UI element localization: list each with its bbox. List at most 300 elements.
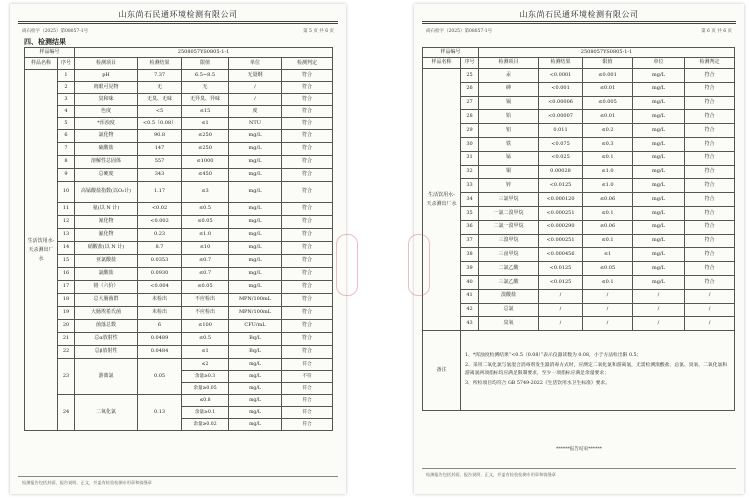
row-number: 41	[461, 289, 479, 303]
page-number: 第 6 页 共 6 页	[701, 29, 732, 34]
judgement: 符合	[685, 151, 735, 165]
footer-rule	[422, 468, 736, 469]
judgement: 符合	[282, 333, 333, 346]
judgement: 符合	[282, 94, 333, 106]
header-rule	[18, 21, 338, 22]
column-header: 限值	[182, 58, 229, 70]
test-item: 二氧化氯	[75, 395, 138, 431]
table-row	[25, 346, 333, 359]
table-row	[423, 262, 735, 276]
judgement: /	[685, 303, 735, 317]
row-number: 42	[461, 303, 479, 317]
test-result: 0.0353	[138, 255, 182, 268]
column-header: 检测结果	[539, 58, 583, 69]
judgement: 符合	[282, 156, 333, 169]
sample-no-value: 2508057YS0805-1-1	[479, 48, 735, 58]
remark-line: 1、*浑浊度检测结果“<0.5（0.08）”表示仪器读数为 0.08，小于方法检出限 0.5；	[465, 352, 642, 358]
test-item: 三卤甲烷	[479, 248, 539, 262]
limit-value: ≤100	[182, 320, 229, 333]
test-item: 大肠埃希氏菌	[75, 307, 138, 320]
row-number: 14	[58, 242, 75, 255]
company-header: 山东尚石民通环境检测有限公司	[118, 10, 238, 19]
limit-value: 余量≥0.05	[182, 383, 229, 395]
limit-value: ≤0.7	[182, 255, 229, 268]
judgement: 符合	[685, 262, 735, 276]
unit: /	[229, 94, 282, 106]
unit: mg/L	[633, 124, 685, 138]
test-result: /	[539, 289, 583, 303]
row-number: 21	[58, 333, 75, 346]
unit: mg/L	[229, 371, 282, 383]
test-item: 总β放射性	[75, 346, 138, 359]
test-item: 铝	[479, 124, 539, 138]
report-page-5	[10, 4, 346, 494]
column-header: 检测项目	[75, 58, 138, 70]
unit: mg/L	[229, 359, 282, 371]
judgement: 符合	[685, 82, 735, 96]
limit-value: /	[583, 303, 633, 317]
judgement: 符合	[685, 220, 735, 234]
judgement: 符合	[282, 395, 333, 407]
row-number: 22	[58, 346, 75, 359]
sample-name: 生活饮用水-天杀测出厂水	[423, 69, 461, 331]
test-result: <0.025	[539, 151, 583, 165]
test-item: 高锰酸盐指数(以O₂计)	[75, 182, 138, 203]
judgement: 符合	[685, 165, 735, 179]
test-item: 铁	[479, 137, 539, 151]
unit: mg/L	[229, 407, 282, 419]
row-number: 43	[461, 317, 479, 331]
unit: mg/L	[633, 165, 685, 179]
limit-value: ≤0.05	[182, 216, 229, 229]
test-item: 游离氯	[75, 359, 138, 395]
unit: mg/L	[633, 151, 685, 165]
test-item: 硝酸盐(以 N 计)	[75, 242, 138, 255]
sample-no-value: 2508057YS0805-1-1	[75, 48, 333, 58]
test-result: /	[539, 303, 583, 317]
test-item: 铬（六价）	[75, 281, 138, 294]
test-result: 0.13	[138, 395, 182, 431]
judgement: 符合	[282, 294, 333, 307]
sample-name: 生活饮用水-天杀测出厂水	[25, 70, 58, 431]
test-item: 亚氯酸盐	[75, 255, 138, 268]
unit: mg/L	[229, 229, 282, 242]
test-result: <0.0125	[539, 179, 583, 193]
table-row	[423, 193, 735, 207]
judgement: 符合	[685, 124, 735, 138]
test-item: 菌落总数	[75, 320, 138, 333]
page-number: 第 5 页 共 6 页	[303, 29, 334, 34]
test-result: 无臭、无味	[138, 94, 182, 106]
row-number: 40	[461, 275, 479, 289]
limit-value: ≤0.5	[182, 333, 229, 346]
test-result: 0.05	[138, 359, 182, 395]
test-item: 臭和味	[75, 94, 138, 106]
limit-value: ≤10	[182, 242, 229, 255]
test-result: 0.0930	[138, 268, 182, 281]
limit-value: ≤0.06	[583, 220, 633, 234]
table-row	[423, 96, 735, 110]
unit: mg/L	[229, 203, 282, 216]
judgement: 符合	[282, 242, 333, 255]
report-number: 尚石检字（2025）第08057-1号	[22, 29, 89, 34]
remarks-label: 备注	[423, 331, 461, 411]
judgement: 符合	[282, 143, 333, 156]
row-number: 7	[58, 143, 75, 156]
table-row	[423, 82, 735, 96]
judgement: 符合	[282, 383, 333, 395]
report-page-6	[414, 4, 744, 494]
judgement: 符合	[282, 82, 333, 94]
judgement: 符合	[685, 234, 735, 248]
table-row	[25, 216, 333, 229]
limit-value: ≤0.1	[583, 275, 633, 289]
unit: /	[633, 289, 685, 303]
table-row	[423, 317, 735, 331]
test-item: 总大肠菌群	[75, 294, 138, 307]
unit: /	[229, 82, 282, 94]
test-item: 色度	[75, 106, 138, 118]
test-item: 镉	[479, 96, 539, 110]
unit: MPN/100mL	[229, 294, 282, 307]
limit-value: ≤0.001	[583, 69, 633, 83]
judgement: 符合	[685, 110, 735, 124]
row-number: 29	[461, 124, 479, 138]
table-row	[423, 220, 735, 234]
judgement: 符合	[685, 137, 735, 151]
table-row	[25, 320, 333, 333]
limit-value: ≤1	[583, 248, 633, 262]
test-result: <0.000251	[539, 234, 583, 248]
unit: mg/L	[229, 242, 282, 255]
test-result: <0.000290	[539, 220, 583, 234]
unit: mg/L	[229, 268, 282, 281]
table-row	[25, 182, 333, 203]
test-item: 砷	[479, 82, 539, 96]
row-number: 24	[58, 395, 75, 431]
unit: mg/L	[633, 234, 685, 248]
column-header: 序号	[461, 58, 479, 69]
test-result: 343	[138, 169, 182, 182]
column-header: 序号	[58, 58, 75, 70]
table-row	[25, 359, 333, 371]
table-row	[423, 137, 735, 151]
row-number: 34	[461, 193, 479, 207]
row-number: 37	[461, 234, 479, 248]
seam-stamp-left	[336, 234, 358, 296]
judgement: 符合	[282, 359, 333, 371]
unit: mg/L	[229, 216, 282, 229]
column-header: 检测判定	[282, 58, 333, 70]
row-number: 30	[461, 137, 479, 151]
judgement: 符合	[685, 206, 735, 220]
unit: Bq/L	[229, 333, 282, 346]
table-row	[25, 143, 333, 156]
remarks-content	[461, 331, 735, 411]
judgement: 符合	[685, 69, 735, 83]
table-row	[25, 395, 333, 407]
row-number: 10	[58, 182, 75, 203]
table-row	[25, 156, 333, 169]
test-result: 7.37	[138, 70, 182, 82]
table-row	[423, 151, 735, 165]
test-item: 氯酸盐	[75, 268, 138, 281]
test-item: 肉眼可见物	[75, 82, 138, 94]
row-number: 35	[461, 206, 479, 220]
column-header: 检测结果	[138, 58, 182, 70]
test-result: 1.17	[138, 182, 182, 203]
test-item: 氨(以 N 计)	[75, 203, 138, 216]
test-result: 557	[138, 156, 182, 169]
judgement: 符合	[282, 130, 333, 143]
test-result: 0.011	[539, 124, 583, 138]
unit: mg/L	[633, 262, 685, 276]
test-result: <0.001	[539, 82, 583, 96]
judgement: 符合	[282, 169, 333, 182]
unit: mg/L	[229, 130, 282, 143]
unit: mg/L	[633, 137, 685, 151]
judgement: 符合	[282, 182, 333, 203]
limit-value: ≤0.05	[583, 262, 633, 276]
test-result: 6	[138, 320, 182, 333]
limit-value: 余量≥0.1	[182, 407, 229, 419]
judgement: 符合	[282, 268, 333, 281]
column-header: 样品名称	[423, 58, 461, 69]
report-number: 尚石检字（2025）第08057-1号	[426, 29, 493, 34]
row-number: 8	[58, 156, 75, 169]
test-result: 未检出	[138, 294, 182, 307]
header-rule-thin	[18, 23, 338, 24]
test-result: 147	[138, 143, 182, 156]
unit: mg/L	[633, 206, 685, 220]
test-result: <0.0125	[539, 275, 583, 289]
limit-value: 余量≥0.02	[182, 419, 229, 431]
unit: mg/L	[633, 82, 685, 96]
row-number: 33	[461, 179, 479, 193]
test-result: /	[539, 317, 583, 331]
test-item: 总α放射性	[75, 333, 138, 346]
test-item: 总硬度	[75, 169, 138, 182]
table-row	[25, 268, 333, 281]
judgement: 符合	[685, 193, 735, 207]
test-item: 二氯一溴甲烷	[479, 220, 539, 234]
limit-value: ≤0.2	[583, 124, 633, 138]
limit-value: ≤3	[182, 182, 229, 203]
limit-value: ≤2	[182, 359, 229, 371]
table-row	[25, 307, 333, 320]
judgement: 符合	[282, 407, 333, 419]
limit-value: ≤1.0	[583, 165, 633, 179]
unit: mg/L	[229, 182, 282, 203]
test-result: <0.000456	[539, 248, 583, 262]
judgement: 符合	[282, 106, 333, 118]
column-header: 样品名称	[25, 58, 58, 70]
row-number: 19	[58, 307, 75, 320]
results-table-page6	[422, 47, 735, 411]
unit: mg/L	[633, 248, 685, 262]
unit: mg/L	[633, 220, 685, 234]
row-number: 3	[58, 94, 75, 106]
limit-value: ≤15	[182, 106, 229, 118]
unit: mg/L	[633, 96, 685, 110]
table-row	[423, 331, 735, 411]
limit-value: ≤1	[182, 346, 229, 359]
test-item: 三氯乙酸	[479, 275, 539, 289]
table-row	[25, 118, 333, 130]
column-header: 检测项目	[479, 58, 539, 69]
row-number: 16	[58, 268, 75, 281]
row-number: 15	[58, 255, 75, 268]
table-row	[423, 234, 735, 248]
unit: NTU	[229, 118, 282, 130]
limit-value: ≤0.01	[583, 110, 633, 124]
test-result: <5	[138, 106, 182, 118]
row-number: 38	[461, 248, 479, 262]
unit: Bq/L	[229, 346, 282, 359]
table-row	[25, 281, 333, 294]
limit-value: ≤0.1	[583, 151, 633, 165]
row-number: 11	[58, 203, 75, 216]
unit: mg/L	[633, 179, 685, 193]
limit-value: 无异臭、异味	[182, 94, 229, 106]
test-item: 溴酸盐	[479, 289, 539, 303]
unit: mg/L	[229, 281, 282, 294]
test-result: <0.000120	[539, 193, 583, 207]
test-result: <0.0125	[539, 262, 583, 276]
unit: mg/L	[229, 383, 282, 395]
row-number: 39	[461, 262, 479, 276]
section-title: 四、检测结果	[24, 37, 66, 46]
limit-value: 不应检出	[182, 294, 229, 307]
test-result: <0.002	[138, 216, 182, 229]
unit: mg/L	[229, 419, 282, 431]
table-row	[25, 229, 333, 242]
sample-no-label: 样品编号	[423, 48, 479, 58]
test-result: <0.5（0.08）	[138, 118, 182, 130]
footer-note: 检测报告包括封面、报告说明、正文，并盖有检验检测专用章和骑缝章	[426, 472, 556, 477]
row-number: 26	[461, 82, 479, 96]
judgement: 符合	[282, 118, 333, 130]
judgement: 符合	[282, 229, 333, 242]
limit-value: ≤1.0	[182, 229, 229, 242]
table-row	[423, 58, 735, 69]
unit: /	[633, 317, 685, 331]
judgement: 符合	[282, 346, 333, 359]
test-item: 铜	[479, 165, 539, 179]
test-result: 8.7	[138, 242, 182, 255]
test-item: 溶解性总固体	[75, 156, 138, 169]
row-number: 1	[58, 70, 75, 82]
limit-value: 不应检出	[182, 307, 229, 320]
row-number: 5	[58, 118, 75, 130]
limit-value: ≤0.05	[182, 281, 229, 294]
table-row	[25, 82, 333, 94]
company-header: 山东尚石民通环境检测有限公司	[519, 10, 639, 19]
judgement: /	[685, 317, 735, 331]
table-row	[25, 333, 333, 346]
limit-value: 无	[182, 82, 229, 94]
unit: mg/L	[229, 255, 282, 268]
test-item: 一氯二溴甲烷	[479, 206, 539, 220]
results-table-page5	[24, 47, 333, 431]
limit-value: ≤0.005	[583, 96, 633, 110]
limit-value: ≤250	[182, 130, 229, 143]
unit: CFU/mL	[229, 320, 282, 333]
table-row	[25, 203, 333, 216]
test-result: 无	[138, 82, 182, 94]
footer-note: 检测报告包括封面、报告说明、正文，并盖有检验检测专用章和骑缝章	[22, 480, 152, 485]
table-row	[423, 248, 735, 262]
limit-value: ≤0.1	[583, 206, 633, 220]
table-row	[423, 124, 735, 138]
row-number: 13	[58, 229, 75, 242]
judgement: 符合	[282, 307, 333, 320]
table-row	[25, 94, 333, 106]
judgement: /	[685, 289, 735, 303]
judgement: 符合	[685, 248, 735, 262]
row-number: 20	[58, 320, 75, 333]
unit: mg/L	[229, 395, 282, 407]
table-row	[25, 58, 333, 70]
limit-value: ≤0.5	[182, 203, 229, 216]
row-number: 25	[461, 69, 479, 83]
test-result: 0.0489	[138, 333, 182, 346]
limit-value: ≤0.1	[583, 234, 633, 248]
test-item: 锌	[479, 179, 539, 193]
limit-value: ≤0.3	[583, 137, 633, 151]
test-result: <0.00006	[539, 96, 583, 110]
test-item: *浑浊度	[75, 118, 138, 130]
test-item: 臭氧	[479, 317, 539, 331]
remark-line: 2、采用二氧化氯与氯混合消毒剂发生器消毒方式时，应测定二氧化氯和游离氯，无需检测溴酸盐、总氯、臭氧、二氧化氯和游离氯两项指标均应满足限制要求，至少一项指标应满足余量要求；	[465, 362, 728, 376]
limit-value: ≤450	[182, 169, 229, 182]
row-number: 17	[58, 281, 75, 294]
table-row	[25, 294, 333, 307]
column-header: 单位	[229, 58, 282, 70]
test-item: 铅	[479, 110, 539, 124]
row-number: 2	[58, 82, 75, 94]
limit-value: ≤250	[182, 143, 229, 156]
unit: mg/L	[229, 143, 282, 156]
test-item: 氯化物	[75, 130, 138, 143]
unit: mg/L	[229, 156, 282, 169]
row-number: 23	[58, 359, 75, 395]
judgement: 符合	[685, 179, 735, 193]
test-result: <0.075	[539, 137, 583, 151]
judgement: 符合	[282, 255, 333, 268]
unit: mg/L	[633, 193, 685, 207]
limit-value: ≤0.01	[583, 82, 633, 96]
limit-value: ≤1	[182, 118, 229, 130]
test-result: 未检出	[138, 307, 182, 320]
test-item: 三氯甲烷	[479, 193, 539, 207]
row-number: 32	[461, 165, 479, 179]
table-row	[423, 69, 735, 83]
limit-value: ≤1000	[182, 156, 229, 169]
report-end-marker: ******报告结束******	[556, 447, 602, 452]
header-rule	[422, 21, 736, 22]
test-item: 锰	[479, 151, 539, 165]
row-number: 18	[58, 294, 75, 307]
judgement: 符合	[685, 275, 735, 289]
seam-stamp-right	[408, 234, 430, 296]
table-row	[423, 165, 735, 179]
test-result: 0.00028	[539, 165, 583, 179]
test-result: <0.0001	[539, 69, 583, 83]
judgement: 符合	[282, 203, 333, 216]
row-number: 31	[461, 151, 479, 165]
unit: /	[633, 303, 685, 317]
